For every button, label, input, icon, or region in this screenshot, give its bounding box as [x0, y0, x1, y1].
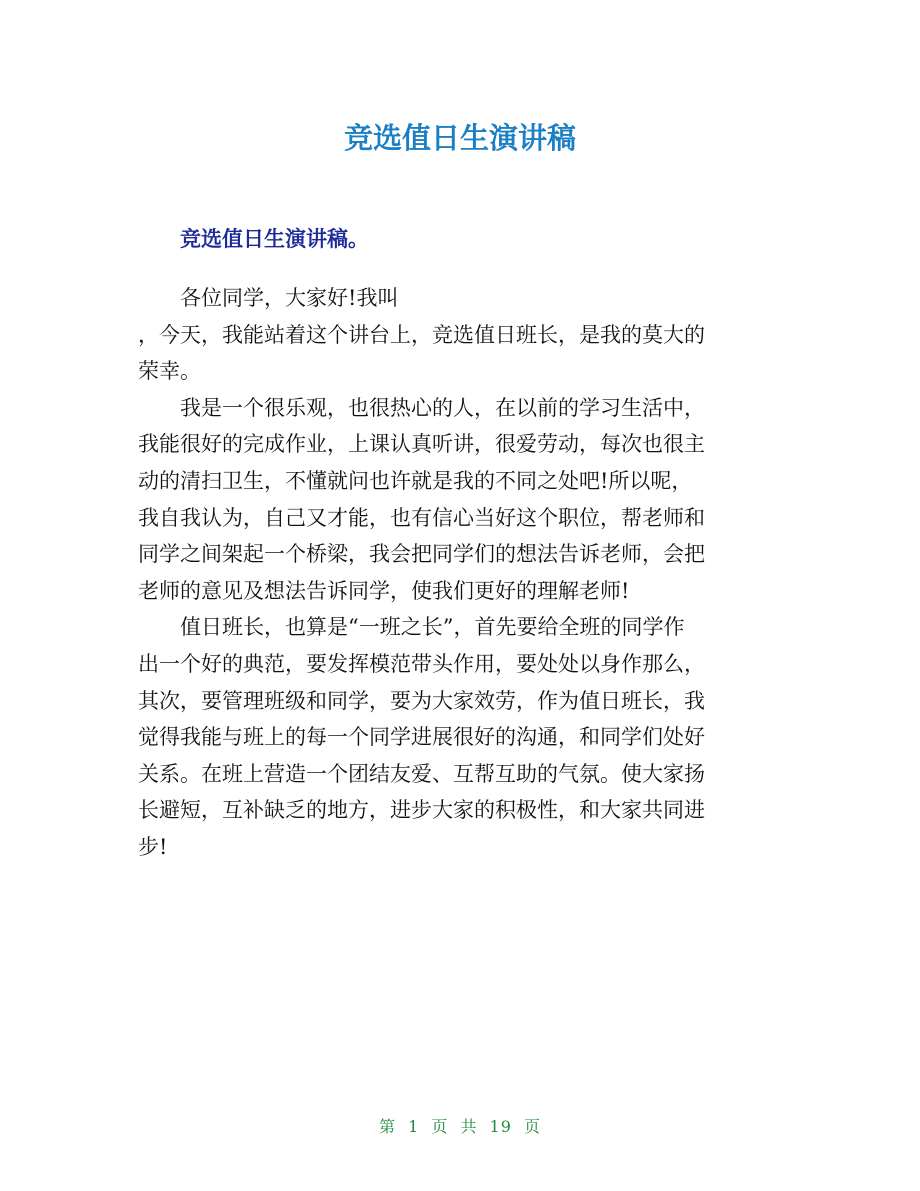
paragraph-line: 各位同学，大家好!我叫	[180, 286, 399, 310]
paragraph-line: 老师的意见及想法告诉同学，使我们更好的理解老师!	[138, 578, 630, 603]
paragraph-line: 其次，要管理班级和同学，要为大家效劳，作为值日班长，我	[138, 688, 705, 713]
paragraph-line: 荣幸。	[138, 359, 201, 384]
paragraph-line: 动的清扫卫生，不懂就问也许就是我的不同之处吧!所以呢，	[138, 468, 693, 493]
paragraph-line: 步!	[138, 834, 168, 859]
paragraph-line: 出一个好的典范，要发挥模范带头作用，要处处以身作那么，	[138, 651, 705, 676]
paragraph-line: ，今天，我能站着这个讲台上，竞选值日班长，是我的莫大的	[138, 322, 705, 347]
paragraph-line: 我自我认为，自己又才能，也有信心当好这个职位，帮老师和	[138, 505, 705, 530]
document-subtitle: 竞选值日生演讲稿。	[180, 227, 369, 251]
paragraph-line: 长避短，互补缺乏的地方，进步大家的积极性，和大家共同进	[138, 798, 705, 823]
paragraph-line: 我能很好的完成作业，上课认真听讲，很爱劳动，每次也很主	[138, 432, 705, 457]
paragraph-line: 值日班长，也算是“一班之长”，首先要给全班的同学作	[180, 615, 685, 640]
paragraph-line: 关系。在班上营造一个团结友爱、互帮互助的气氛。使大家扬	[138, 761, 705, 786]
paragraph-line: 我是一个很乐观，也很热心的人，在以前的学习生活中，	[180, 395, 705, 420]
body-text	[138, 280, 788, 866]
paragraph-line: 觉得我能与班上的每一个同学进展很好的沟通，和同学们处好	[138, 725, 705, 750]
paragraph-line: 同学之间架起一个桥梁，我会把同学们的想法告诉老师，会把	[138, 542, 705, 567]
page-number-footer: 第 1 页 共 19 页	[379, 1117, 541, 1136]
document-title: 竞选值日生演讲稿	[343, 121, 576, 155]
